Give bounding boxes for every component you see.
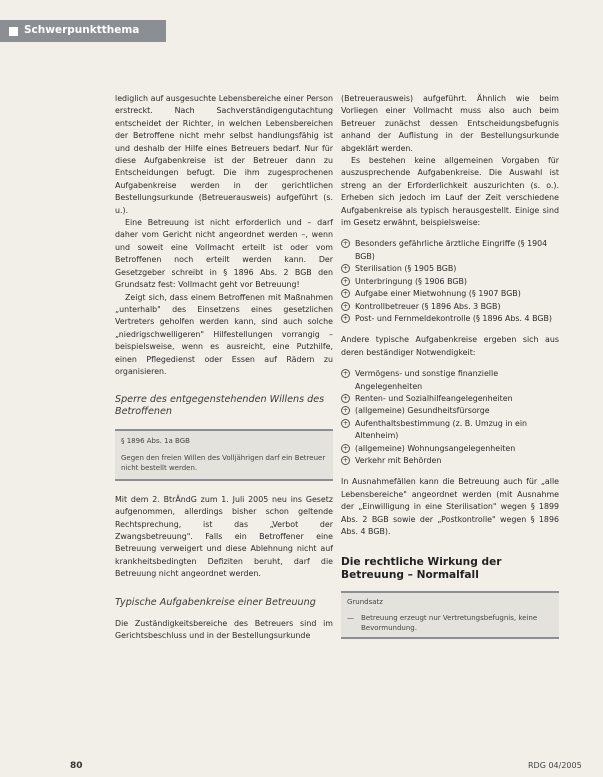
subheading: Sperre des entgegenstehenden Willens des Betroffenen <box>115 394 325 418</box>
paragraph: In Ausnahmefällen kann die Betreuung auch für „alle Lebensbereiche" angeordnet werden (mit Ausnahme der „Einwilligung in eine Sterilisation" wegen § 1899 Abs. 2 BGB sowie der „Postkontrolle" wegen § 1896 Abs. 4 BGB). <box>341 477 559 536</box>
list-item: + Aufenthaltsbestimmung (z. B. Umzug in ein Altenheim) <box>342 418 528 441</box>
paragraph: Eine Betreuung ist nicht erforderlich und – darf daher vom Gericht nicht angeordnet werden –, wenn und soweit eine Vollmacht erteilt ist oder vom Betroffenen noch erteilt werden kann. Der Gesetzgeber schreibt in § 1896 Abs. 2 BGB den Grundsatz fest: Vollmacht geht vor Betreuung! <box>115 218 333 290</box>
bullet-icon: + <box>342 240 349 248</box>
law-quote-box <box>115 429 333 481</box>
statutory-task-list <box>341 238 559 325</box>
bullet-icon: + <box>342 370 349 378</box>
magazine-issue: RDG 04/2005 <box>528 761 582 770</box>
page-number: 80 <box>70 761 83 771</box>
bullet-icon: + <box>342 277 349 285</box>
bullet-icon: + <box>342 407 349 415</box>
typical-task-list <box>341 368 559 467</box>
paragraph: Es bestehen keine allgemeinen Vorgaben für auszusprechende Aufgabenkreise. Die Auswahl ist streng an der Erforderlichkeit auszurichten (s. o.). Erheben sich jedoch im Lauf der Zeit verschiedene Aufgabenkreise als typisch herausgestellt. Einige sind im Gesetz erwähnt, beispielsweise: <box>341 156 559 228</box>
paragraph: lediglich auf ausgesuchte Lebensbereiche einer Person erstreckt. Nach Sachverständigengutachtung entscheidet der Richter, in welchen Lebensbereichen der Betroffene nicht mehr selbst handlungsfähig ist und deshalb der Hilfe eines Betreuers bedarf. Nur für diese Aufgabenkreise ist der Betreuer dann zu Entscheidungen befugt. Die ihm zugesprochenen Aufgabenkreise werden in der gerichtlichen Bestellungsurkunde (Betreuerausweis) aufgeführt (s. u.). <box>115 94 333 215</box>
square-icon <box>9 27 18 36</box>
paragraph: Mit dem 2. BtrÄndG zum 1. Juli 2005 neu ins Gesetz aufgenommen, allerdings bisher schon geltende Rechtsprechung, ist das „Verbot der Zwangsbetreuung". Falls ein Betroffener eine Betreuung verweigert und diese Ablehnung nicht auf krankheitsbedingten Defiziten beruht, darf die Betreuung nicht angeordnet werden. <box>115 494 333 579</box>
principle-box <box>341 591 559 639</box>
quote-title: § 1896 Abs. 1a BGB <box>121 437 190 446</box>
section-heading: Die rechtliche Wirkung der Betreuung – Normalfall <box>341 556 502 582</box>
list-item: + Besonders gefährliche ärztliche Eingriffe (§ 1904 BGB) <box>342 239 548 261</box>
list-item: + Post- und Fernmeldekontrolle (§ 1896 Abs. 4 BGB) <box>342 313 552 323</box>
section-header-bar <box>0 20 166 42</box>
left-column <box>115 93 333 643</box>
paragraph: Zeigt sich, dass einem Betroffenen mit Maßnahmen „unterhalb" des Einsetzens eines gesetzlichen Vertreters geholfen werden kann, sind auch solche „niedrigschwelligeren" Hilfestellungen vorrangig – beispielsweise, wenn es ausreicht, eine Putzhilfe, einen Pflegedienst oder Essen auf Rädern zu organisieren. <box>115 292 333 376</box>
list-item: + Verkehr mit Behörden <box>342 455 442 465</box>
quote-text: Gegen den freien Willen des Volljährigen darf ein Betreuer nicht bestellt werden. <box>121 453 326 473</box>
bullet-icon: + <box>342 444 349 452</box>
paragraph: Die Zuständigkeitsbereiche des Betreuers sind im Gerichtsbeschluss und in der Bestellungsurkunde <box>115 618 333 641</box>
right-column <box>341 93 559 639</box>
list-item: + Kontrollbetreuer (§ 1896 Abs. 3 BGB) <box>342 301 501 311</box>
list-item: + Renten- und Sozialhilfeangelegenheiten <box>342 393 513 403</box>
list-item: + (allgemeine) Wohnungsangelegenheiten <box>342 443 516 453</box>
bullet-icon: + <box>342 456 349 464</box>
paragraph: Andere typische Aufgabenkreise ergeben sich aus deren beständiger Notwendigkeit: <box>341 335 559 357</box>
subheading: Typische Aufgabenkreise einer Betreuung <box>115 596 316 608</box>
list-item: + Vermögens- und sonstige finanzielle Angelegenheiten <box>342 369 499 391</box>
section-label: Schwerpunktthema <box>24 24 140 36</box>
bullet-icon: + <box>342 265 349 273</box>
list-item: + (allgemeine) Gesundheitsfürsorge <box>342 406 490 416</box>
bullet-icon: + <box>342 394 349 402</box>
bullet-icon: + <box>342 314 349 322</box>
paragraph: (Betreuerausweis) aufgeführt. Ähnlich wie beim Vorliegen einer Vollmacht muss also auch beim Betreuer zunächst dessen Entscheidungsbefugnis anhand der Auflistung in der Bestellungsurkunde abgeklärt werden. <box>341 94 559 153</box>
box-item: — Betreuung erzeugt nur Vertretungsbefugnis, keine Bevormundung. <box>347 613 553 633</box>
list-item: + Unterbringung (§ 1906 BGB) <box>342 276 467 286</box>
bullet-icon: + <box>342 290 349 298</box>
list-item: + Aufgabe einer Mietwohnung (§ 1907 BGB) <box>342 289 521 299</box>
bullet-icon: + <box>342 302 349 310</box>
box-title: Grundsatz <box>347 598 383 607</box>
list-item: + Sterilisation (§ 1905 BGB) <box>342 264 457 274</box>
bullet-icon: + <box>342 419 349 427</box>
